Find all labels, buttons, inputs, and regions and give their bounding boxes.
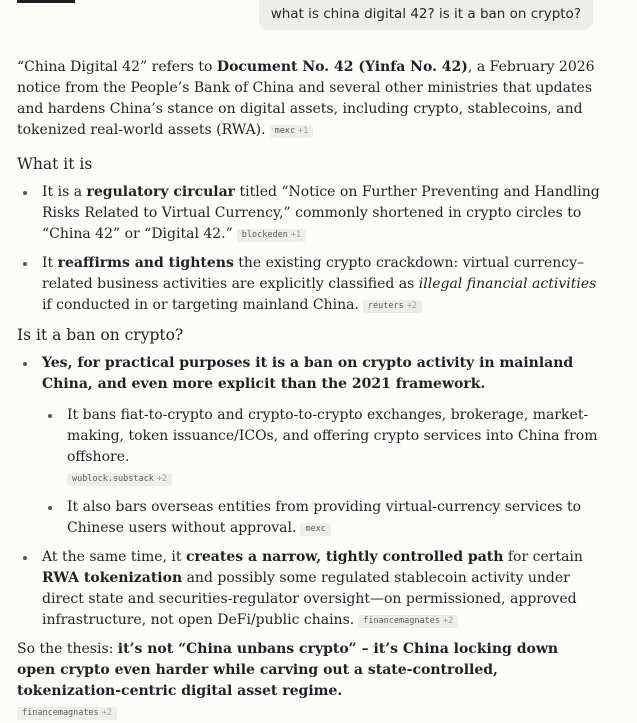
item-bold: regulatory circular <box>86 184 236 200</box>
item-text-2: the existing crypto crackdown: virtual currency–related business activities are explicitly classified as <box>42 255 584 292</box>
active-tab-indicator <box>17 0 75 3</box>
intro-text: “China Digital 42” refers to <box>17 59 217 75</box>
item-bold: creates a narrow, tightly controlled path <box>185 549 504 565</box>
citation-chip[interactable] <box>363 300 422 313</box>
citation-chip[interactable] <box>270 125 314 138</box>
item-text-2: titled “Notice on Further Preventing and Handling Risks Related to Virtual Currency,” commonly shortened in crypto circles to “China 42” or “Digital 42.” <box>42 184 600 242</box>
what-it-is-list <box>17 182 600 316</box>
item-bold: reaffirms and tightens <box>57 255 234 271</box>
intro-bold: Document No. 42 (Yinfa No. 42) <box>216 59 468 75</box>
conclusion-text: So the thesis: <box>17 641 118 657</box>
list-item <box>17 547 600 631</box>
conclusion-bold: it’s not “China unbans crypto” – it’s China locking down open crypto even harder while carving out a state-controlled, tokenization-centric digital asset regime. <box>17 641 559 699</box>
sub-list-item <box>42 405 600 489</box>
ban-list <box>17 353 600 631</box>
item-text-2: for certain <box>503 549 583 565</box>
item-text-3: if conducted in or targeting mainland China. <box>42 297 359 313</box>
user-query-text: what is china digital 42? is it a ban on crypto? <box>270 6 581 22</box>
sub-list-item <box>42 497 600 539</box>
item-text-3: and possibly some regulated stablecoin activity under direct state and securities-regulator oversight—on permissioned, approved infrastructure, not open DeFi/public chains. <box>42 570 577 628</box>
citation-source: blockeden <box>241 230 288 240</box>
citation-chip[interactable] <box>358 615 458 628</box>
list-item <box>17 253 600 316</box>
citation-source: mexc <box>305 524 326 534</box>
citation-count: +1 <box>290 230 302 240</box>
sub-item-text: It bans fiat-to-crypto and crypto-to-crypto exchanges, brokerage, market-making, token issuance/ICOs, and offering crypto services into China from offshore. <box>67 407 598 465</box>
citation-source: financemagnates <box>22 708 99 718</box>
citation-source: reuters <box>367 301 404 311</box>
citation-count: +2 <box>156 474 168 484</box>
item-italic: illegal financial activities <box>418 276 597 292</box>
citation-chip[interactable] <box>17 707 117 720</box>
section-heading-ban: Is it a ban on crypto? <box>17 326 184 344</box>
answer-body <box>17 57 600 723</box>
intro-paragraph <box>17 57 600 141</box>
citation-source: mexc <box>274 126 296 136</box>
user-query-bubble <box>259 0 593 30</box>
conclusion-paragraph <box>17 639 600 723</box>
citation-chip[interactable] <box>237 229 306 242</box>
citation-chip[interactable] <box>300 523 330 536</box>
item-text: At the same time, it <box>42 549 186 565</box>
intro-text-2: , a February 2026 notice from the People’s Bank of China and several other ministries that updates and hardens China’s stance on digital assets, including crypto, stablecoins, and tokenized real-world assets (RWA). <box>17 59 595 138</box>
sub-item-text: It also bars overseas entities from providing virtual-currency services to Chinese users without approval. <box>67 499 582 536</box>
item-text: It <box>42 255 58 271</box>
citation-source: wublock.substack <box>72 474 154 484</box>
list-item <box>17 353 600 539</box>
citation-count: +2 <box>406 301 417 311</box>
item-bold-2: RWA tokenization <box>42 570 183 586</box>
item-text: It is a <box>42 184 87 200</box>
sub-list <box>42 405 600 539</box>
citation-count: +1 <box>298 126 309 136</box>
citation-chip[interactable] <box>67 473 172 486</box>
list-item <box>17 182 600 245</box>
item-bold: Yes, for practical purposes it is a ban on crypto activity in mainland China, and even more explicit than the 2021 framework. <box>42 355 574 392</box>
citation-count: +2 <box>442 616 454 626</box>
citation-source: financemagnates <box>363 616 440 626</box>
section-heading-what-it-is: What it is <box>17 155 93 173</box>
citation-count: +2 <box>101 708 113 718</box>
